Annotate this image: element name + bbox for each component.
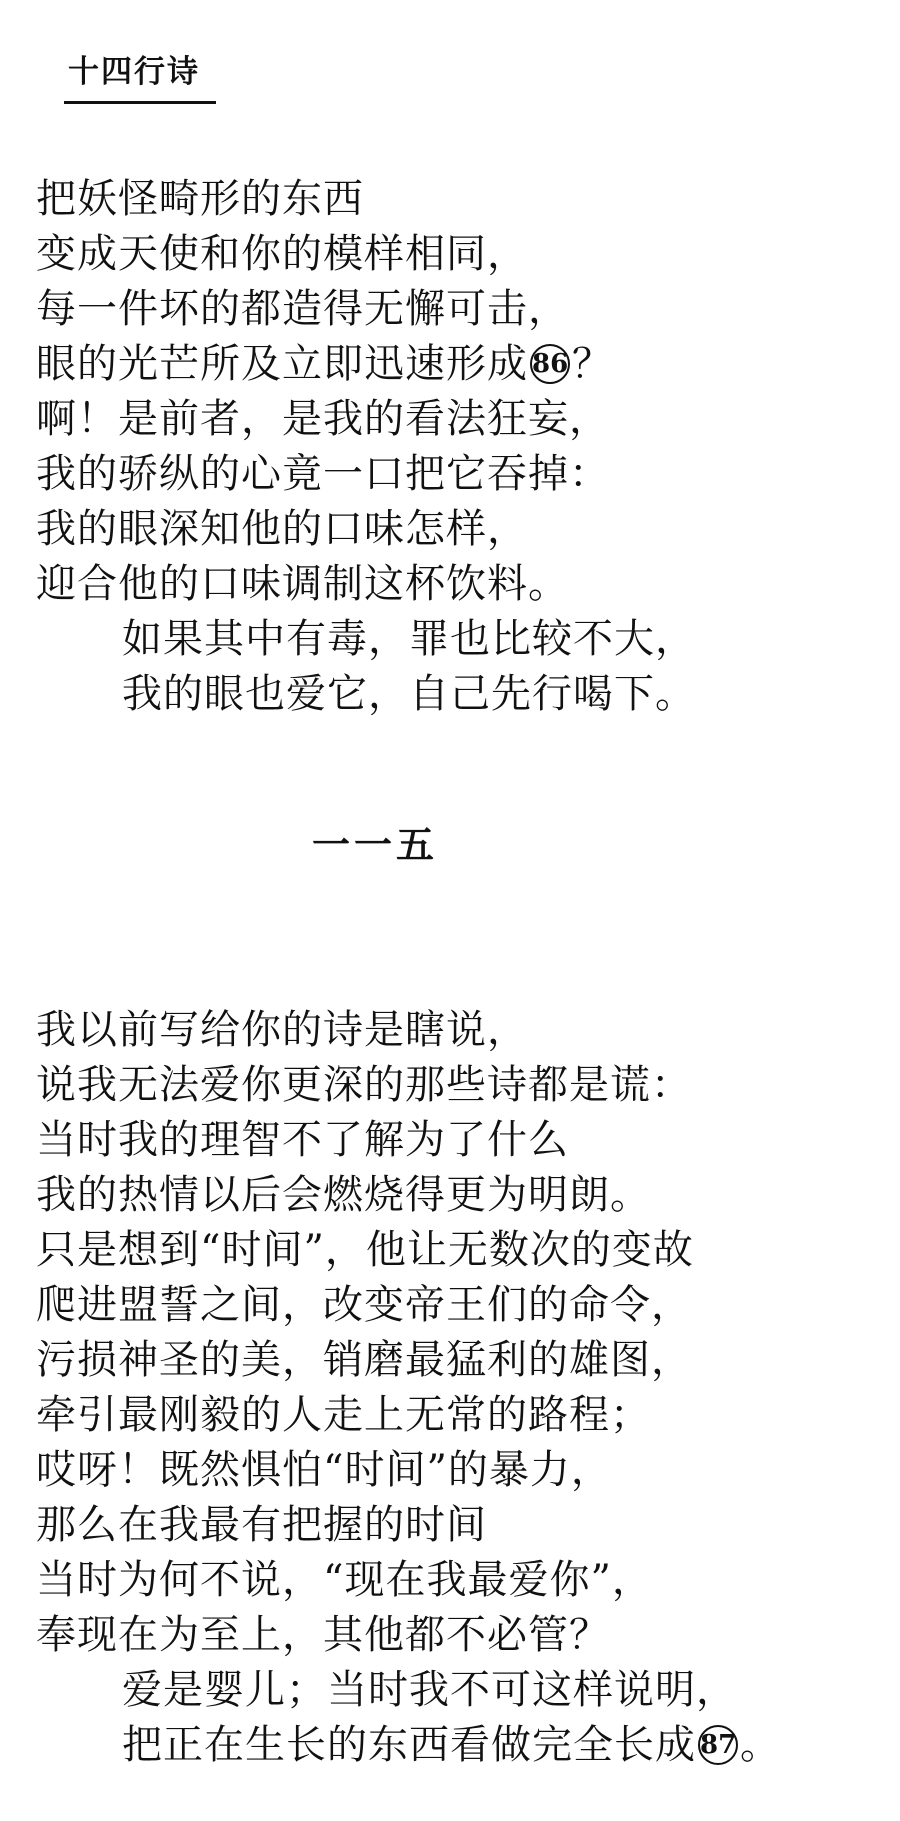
poem-line: 污损神圣的美，销磨最猛利的雄图， xyxy=(36,1337,692,1383)
footnote-marker: 87 xyxy=(698,1725,738,1765)
header-underline xyxy=(64,101,216,104)
poem-couplet-line: 爱是婴儿；当时我不可这样说明， xyxy=(122,1667,737,1713)
poem-line: 爬进盟誓之间，改变帝王们的命令， xyxy=(36,1282,692,1328)
poem-couplet-line: 如果其中有毒，罪也比较不大， xyxy=(122,616,696,662)
poem-line: 每一件坏的都造得无懈可击， xyxy=(36,286,569,332)
footnote-marker: 86 xyxy=(530,344,570,384)
sonnet-115 xyxy=(36,1003,781,1773)
poem-line: 奉现在为至上，其他都不必管？ xyxy=(36,1612,610,1658)
poem-couplet-line: 我的眼也爱它，自己先行喝下。 xyxy=(122,671,696,717)
sonnet-number-heading: 一一五 xyxy=(311,822,438,867)
sonnet-114-tail xyxy=(36,172,696,722)
poem-line: 眼的光芒所及立即迅速形成 86？ xyxy=(36,341,613,387)
poem-line: 哎呀！既然惧怕“时间”的暴力， xyxy=(36,1447,612,1493)
running-header: 十四行诗 xyxy=(68,54,200,90)
poem-line: 牵引最刚毅的人走上无常的路程； xyxy=(36,1392,651,1438)
poem-line: 我的骄纵的心竟一口把它吞掉： xyxy=(36,451,610,497)
poem-line: 啊！是前者，是我的看法狂妄， xyxy=(36,396,610,442)
poem-line: 那么在我最有把握的时间 xyxy=(36,1502,487,1548)
poem-line: 我的眼深知他的口味怎样， xyxy=(36,506,528,552)
poem-line: 把妖怪畸形的东西 xyxy=(36,176,364,222)
poem-line: 我以前写给你的诗是瞎说， xyxy=(36,1007,528,1053)
poem-line: 只是想到“时间”，他让无数次的变故 xyxy=(36,1227,694,1273)
poem-line: 迎合他的口味调制这杯饮料。 xyxy=(36,561,569,607)
poem-line: 我的热情以后会燃烧得更为明朗。 xyxy=(36,1172,651,1218)
poem-line: 当时我的理智不了解为了什么 xyxy=(36,1117,569,1163)
poem-line: 说我无法爱你更深的那些诗都是谎： xyxy=(36,1062,692,1108)
poem-line: 变成天使和你的模样相同， xyxy=(36,231,528,277)
poem-line: 当时为何不说，“现在我最爱你”， xyxy=(36,1557,653,1603)
poem-couplet-line: 把正在生长的东西看做完全长成 87。 xyxy=(122,1722,781,1768)
